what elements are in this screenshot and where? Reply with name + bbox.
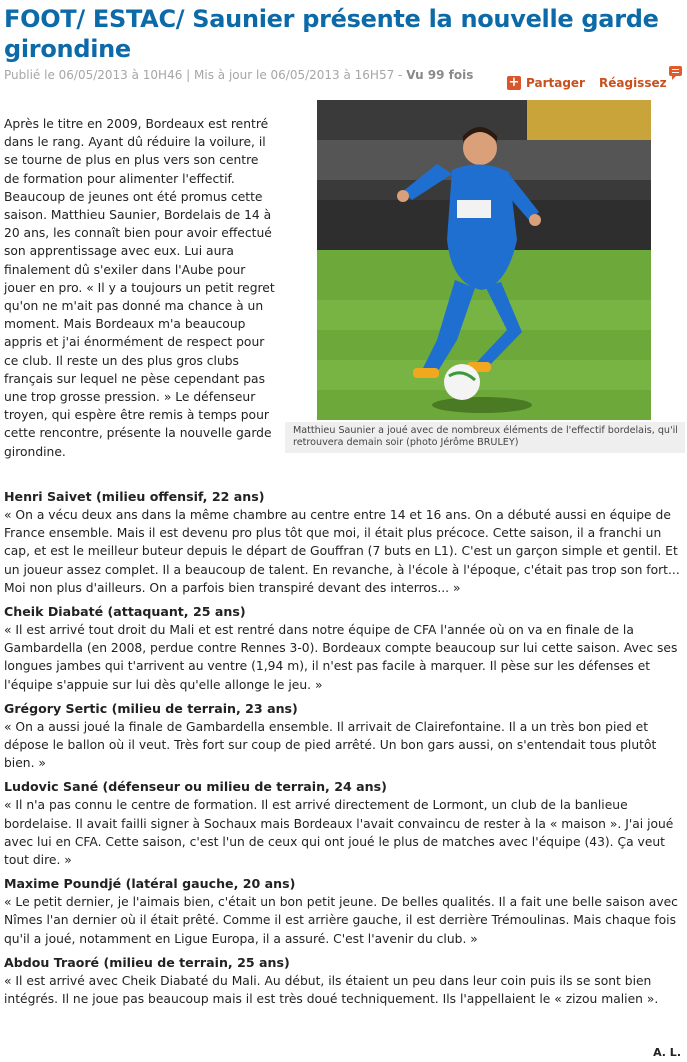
photo-illustration: [317, 100, 651, 420]
section-text: « On a vécu deux ans dans la même chambre au centre entre 14 et 16 ans. On a débuté aussi en équipe de France ensemble. Mais il est devenu pro plus tôt que moi, il était plus précoce. Cette saison, il a franchi un cap, et est le meilleur buteur depuis le départ de Gouffran (7 buts en L1). C'est un garçon simple et gentil. Et un joueur assez complet. Il a beaucoup de talent. En revanche, à l'école à l'époque, c'était pas trop son fort... Moi non plus d'ailleurs. On a parfois bien transpiré devant des interros... »: [4, 508, 680, 595]
article-body: [4, 488, 682, 1014]
section-text: « Il est arrivé tout droit du Mali et est rentré dans notre équipe de CFA l'année où on va en finale de la Gambardella (en 2008, perdue contre Rennes 3-0). Bordeaux compte beaucoup sur lui cette saison. Avec ses longues jambes qui t'arrivent au ventre (1,94 m), il n'est pas facile à marquer. Il pèse sur les défenses et l'équipe s'appuie sur lui dès qu'elle allonge le jeu. »: [4, 623, 678, 692]
react-button[interactable]: [599, 74, 667, 92]
section-heading: Ludovic Sané (défenseur ou milieu de terrain, 24 ans): [4, 779, 387, 795]
updated-date: Mis à jour le 06/05/2013 à 16H57: [194, 68, 395, 82]
section-text: « Il n'a pas connu le centre de formation. Il est arrivé directement de Lormont, un club de la banlieue bordelaise. Il avait failli signer à Sochaux mais Bordeaux l'avait convaincu de rester à la « maison ». J'ai joué avec lui en CFA. Cette saison, c'est l'un de ceux qui ont joué le plus de matches avec l'équipe (43). Ça veut tout dire. »: [4, 798, 674, 868]
plus-icon: +: [508, 75, 520, 90]
article-meta: [4, 67, 504, 83]
player-section: [4, 954, 682, 1008]
section-heading: Grégory Sertic (milieu de terrain, 23 ans): [4, 700, 298, 716]
article-intro: Après le titre en 2009, Bordeaux est rentré dans le rang. Ayant dû réduire la voilure, il se tourne de plus en plus vers son centre de formation pour alimenter l'effectif. Beaucoup de jeunes ont été promus cette saison. Matthieu Saunier, Bordelais de 14 à 20 ans, les connaît bien pour avoir effectué son apprentissage avec eux. Lui aura finalement dû s'exiler dans l'Aube pour jouer en pro. « Il y a toujours un petit regret qu'on ne m'ait pas donné ma chance à un moment. Mais Bordeaux m'a beaucoup appris et j'ai énormément de respect pour ce club. Il reste un des plus gros clubs français sur lequel ne pèse cependant pas une trop grosse pression. » Le défenseur troyen, qui espère être remis à temps pour cette rencontre, présente la nouvelle garde girondine.: [4, 117, 275, 459]
author-signature: A. L.: [653, 1046, 681, 1059]
player-section: [4, 488, 682, 597]
section-text: « On a aussi joué la finale de Gambardella ensemble. Il arrivait de Clairefontaine. Il a un très bon pied et dépose le ballon où il veut. Très fort sur coup de pied arrêté. Un bon gars aussi, on s'entendait tous plutôt bien. »: [4, 719, 657, 771]
player-section: [4, 875, 682, 948]
react-label: Réagissez: [599, 76, 667, 90]
section-text: « Il est arrivé avec Cheik Diabaté du Mali. Au début, ils étaient un peu dans leur coin puis ils se sont bien intégrés. Il ne joue pas beaucoup mais il est très doué techniquement. Ils l'appellaient le « zizou malien ».: [4, 973, 659, 1007]
player-section: [4, 778, 682, 869]
meta-separator: |: [182, 68, 195, 82]
player-section: [4, 603, 682, 694]
player-section: [4, 700, 682, 773]
share-label: Partager: [526, 76, 585, 90]
views-separator: -: [394, 68, 407, 82]
share-button[interactable]: [507, 74, 585, 92]
article-photo[interactable]: [317, 100, 651, 420]
section-heading: Maxime Poundjé (latéral gauche, 20 ans): [4, 876, 296, 892]
section-heading: Henri Saivet (milieu offensif, 22 ans): [4, 489, 265, 504]
article-title: FOOT/ ESTAC/ Saunier présente la nouvelle garde girondine: [4, 5, 659, 63]
published-date: Publié le 06/05/2013 à 10H46: [4, 68, 183, 82]
section-heading: Cheik Diabaté (attaquant, 25 ans): [4, 604, 246, 620]
comment-bubble-icon[interactable]: [669, 66, 682, 76]
view-count: Vu 99 fois: [406, 68, 474, 82]
section-text: « Le petit dernier, je l'aimais bien, c'était un bon petit jeune. De belles qualités. Il a fait une belle saison avec Nîmes l'an dernier où il était prêté. Comme il est arrière gauche, il est derrière Trémoulinas. Mais chaque fois qu'il a joué, notamment en Ligue Europa, il a assuré. C'est l'avenir du club. »: [4, 895, 678, 946]
photo-caption: Matthieu Saunier a joué avec de nombreux éléments de l'effectif bordelais, qu'il retrouvera demain soir (photo Jérôme BRULEY): [285, 422, 685, 453]
section-heading: Abdou Traoré (milieu de terrain, 25 ans): [4, 954, 290, 970]
photo-figure: [285, 100, 685, 453]
